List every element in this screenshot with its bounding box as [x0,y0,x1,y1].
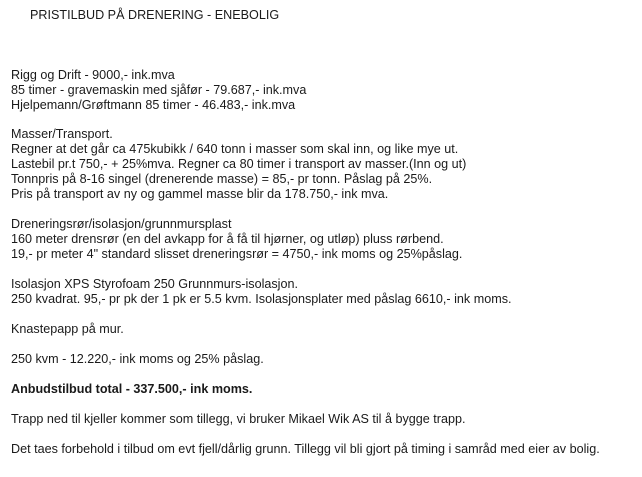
total-line: Anbudstilbud total - 337.500,- ink moms. [11,382,253,396]
forbehold-line: Det taes forbehold i tilbud om evt fjell/dårlig grunn. Tillegg vil bli gjort på timing i samråd med eier av bolig. [11,442,600,456]
isolasjon-heading: Isolasjon XPS Styrofoam 250 Grunnmurs-isolasjon. [11,277,298,291]
knastepapp-line-1: 250 kvm - 12.220,- ink moms og 25% påslag. [11,352,264,366]
isolasjon-line-1: 250 kvadrat. 95,- pr pk der 1 pk er 5.5 kvm. Isolasjonsplater med påslag 6610,- ink moms. [11,292,512,306]
rigg-line-3: Hjelpemann/Grøftmann 85 timer - 46.483,- ink.mva [11,98,296,112]
rigg-line-2: 85 timer - gravemaskin med sjåfør - 79.687,- ink.mva [11,83,307,97]
masser-line-3: Tonnpris på 8-16 singel (drenerende masse) = 85,- pr tonn. Påslag på 25%. [11,172,433,186]
masser-heading: Masser/Transport. [11,127,113,141]
trapp-line: Trapp ned til kjeller kommer som tillegg, vi bruker Mikael Wik AS til å bygge trapp. [11,412,466,426]
masser-line-2: Lastebil pr.t 750,- + 25%mva. Regner ca 80 timer i transport av masser.(Inn og ut) [11,157,467,171]
knastepapp-heading: Knastepapp på mur. [11,322,124,336]
rigg-line-1: Rigg og Drift - 9000,- ink.mva [11,68,175,82]
drenering-line-1: 160 meter drensrør (en del avkapp for å få til hjørner, og utløp) pluss rørbend. [11,232,444,246]
drenering-heading: Dreneringsrør/isolasjon/grunnmursplast [11,217,232,231]
masser-line-4: Pris på transport av ny og gammel masse blir da 178.750,- ink mva. [11,187,389,201]
document-title: PRISTILBUD PÅ DRENERING - ENEBOLIG [30,8,280,22]
masser-line-1: Regner at det går ca 475kubikk / 640 tonn i masser som skal inn, og like mye ut. [11,142,459,156]
drenering-line-2: 19,- pr meter 4" standard slisset dreneringsrør = 4750,- ink moms og 25%påslag. [11,247,463,261]
